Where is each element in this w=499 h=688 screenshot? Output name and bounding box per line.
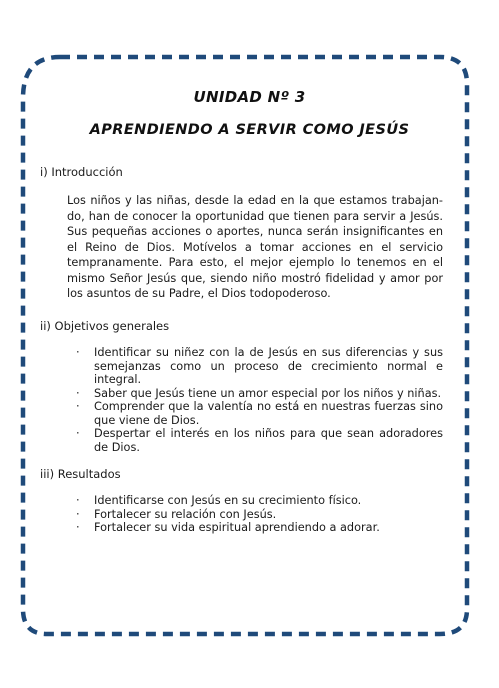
list-item [76,387,443,401]
unit-title: UNIDAD Nº 3 [193,88,306,106]
introduction-paragraph: Los niños y las niñas, desde la edad en la que estamos trabajando, han de conocer la oportunidad que tienen para servir a Jesús. Sus pequeñas acciones o aportes, nunca serán insignificantes en el Reino de Dios. Motívelos a tomar acciones en el servicio tempranamente. Para esto, el mejor ejemplo lo tenemos en el mismo Señor Jesús que, siendo niño mostró fidelidad y amor por los asuntos de su Padre, el Dios todopoderoso. [67,194,443,300]
results-list [76,494,443,535]
list-item [76,521,443,535]
bullet-marker: · [76,346,80,359]
list-item [76,427,443,454]
objective-text: Comprender que la valentía no está en nuestras fuerzas sino que viene de Dios. [94,400,443,427]
list-item [76,508,443,522]
bullet-marker: · [76,427,80,440]
list-item [76,494,443,508]
bullet-marker: · [76,400,80,413]
bullet-marker: · [76,507,80,521]
objective-text: Identificar su niñez con la de Jesús en sus diferencias y sus semejanzas como un proceso de crecimiento normal e integral. [94,346,443,386]
bullet-marker: · [76,494,80,507]
list-item [76,346,443,387]
result-text: Fortalecer su relación con Jesús. [94,507,277,521]
result-text: Identificarse con Jesús en su crecimiento físico. [94,494,362,507]
objective-text: Saber que Jesús tiene un amor especial por los niños y niñas. [94,386,442,400]
objectives-list [76,346,443,454]
bullet-marker: · [76,386,80,400]
results-heading: iii) Resultados [40,467,121,481]
result-text: Fortalecer su vida espiritual aprendiendo a adorar. [94,521,380,534]
bullet-marker: · [76,521,80,534]
introduction-heading: i) Introducción [40,165,123,179]
objectives-heading: ii) Objetivos generales [40,319,170,333]
objective-text: Despertar el interés en los niños para que sean adoradores de Dios. [94,427,443,454]
main-title: APRENDIENDO A SERVIR COMO JESÚS [89,122,410,138]
list-item [76,400,443,427]
